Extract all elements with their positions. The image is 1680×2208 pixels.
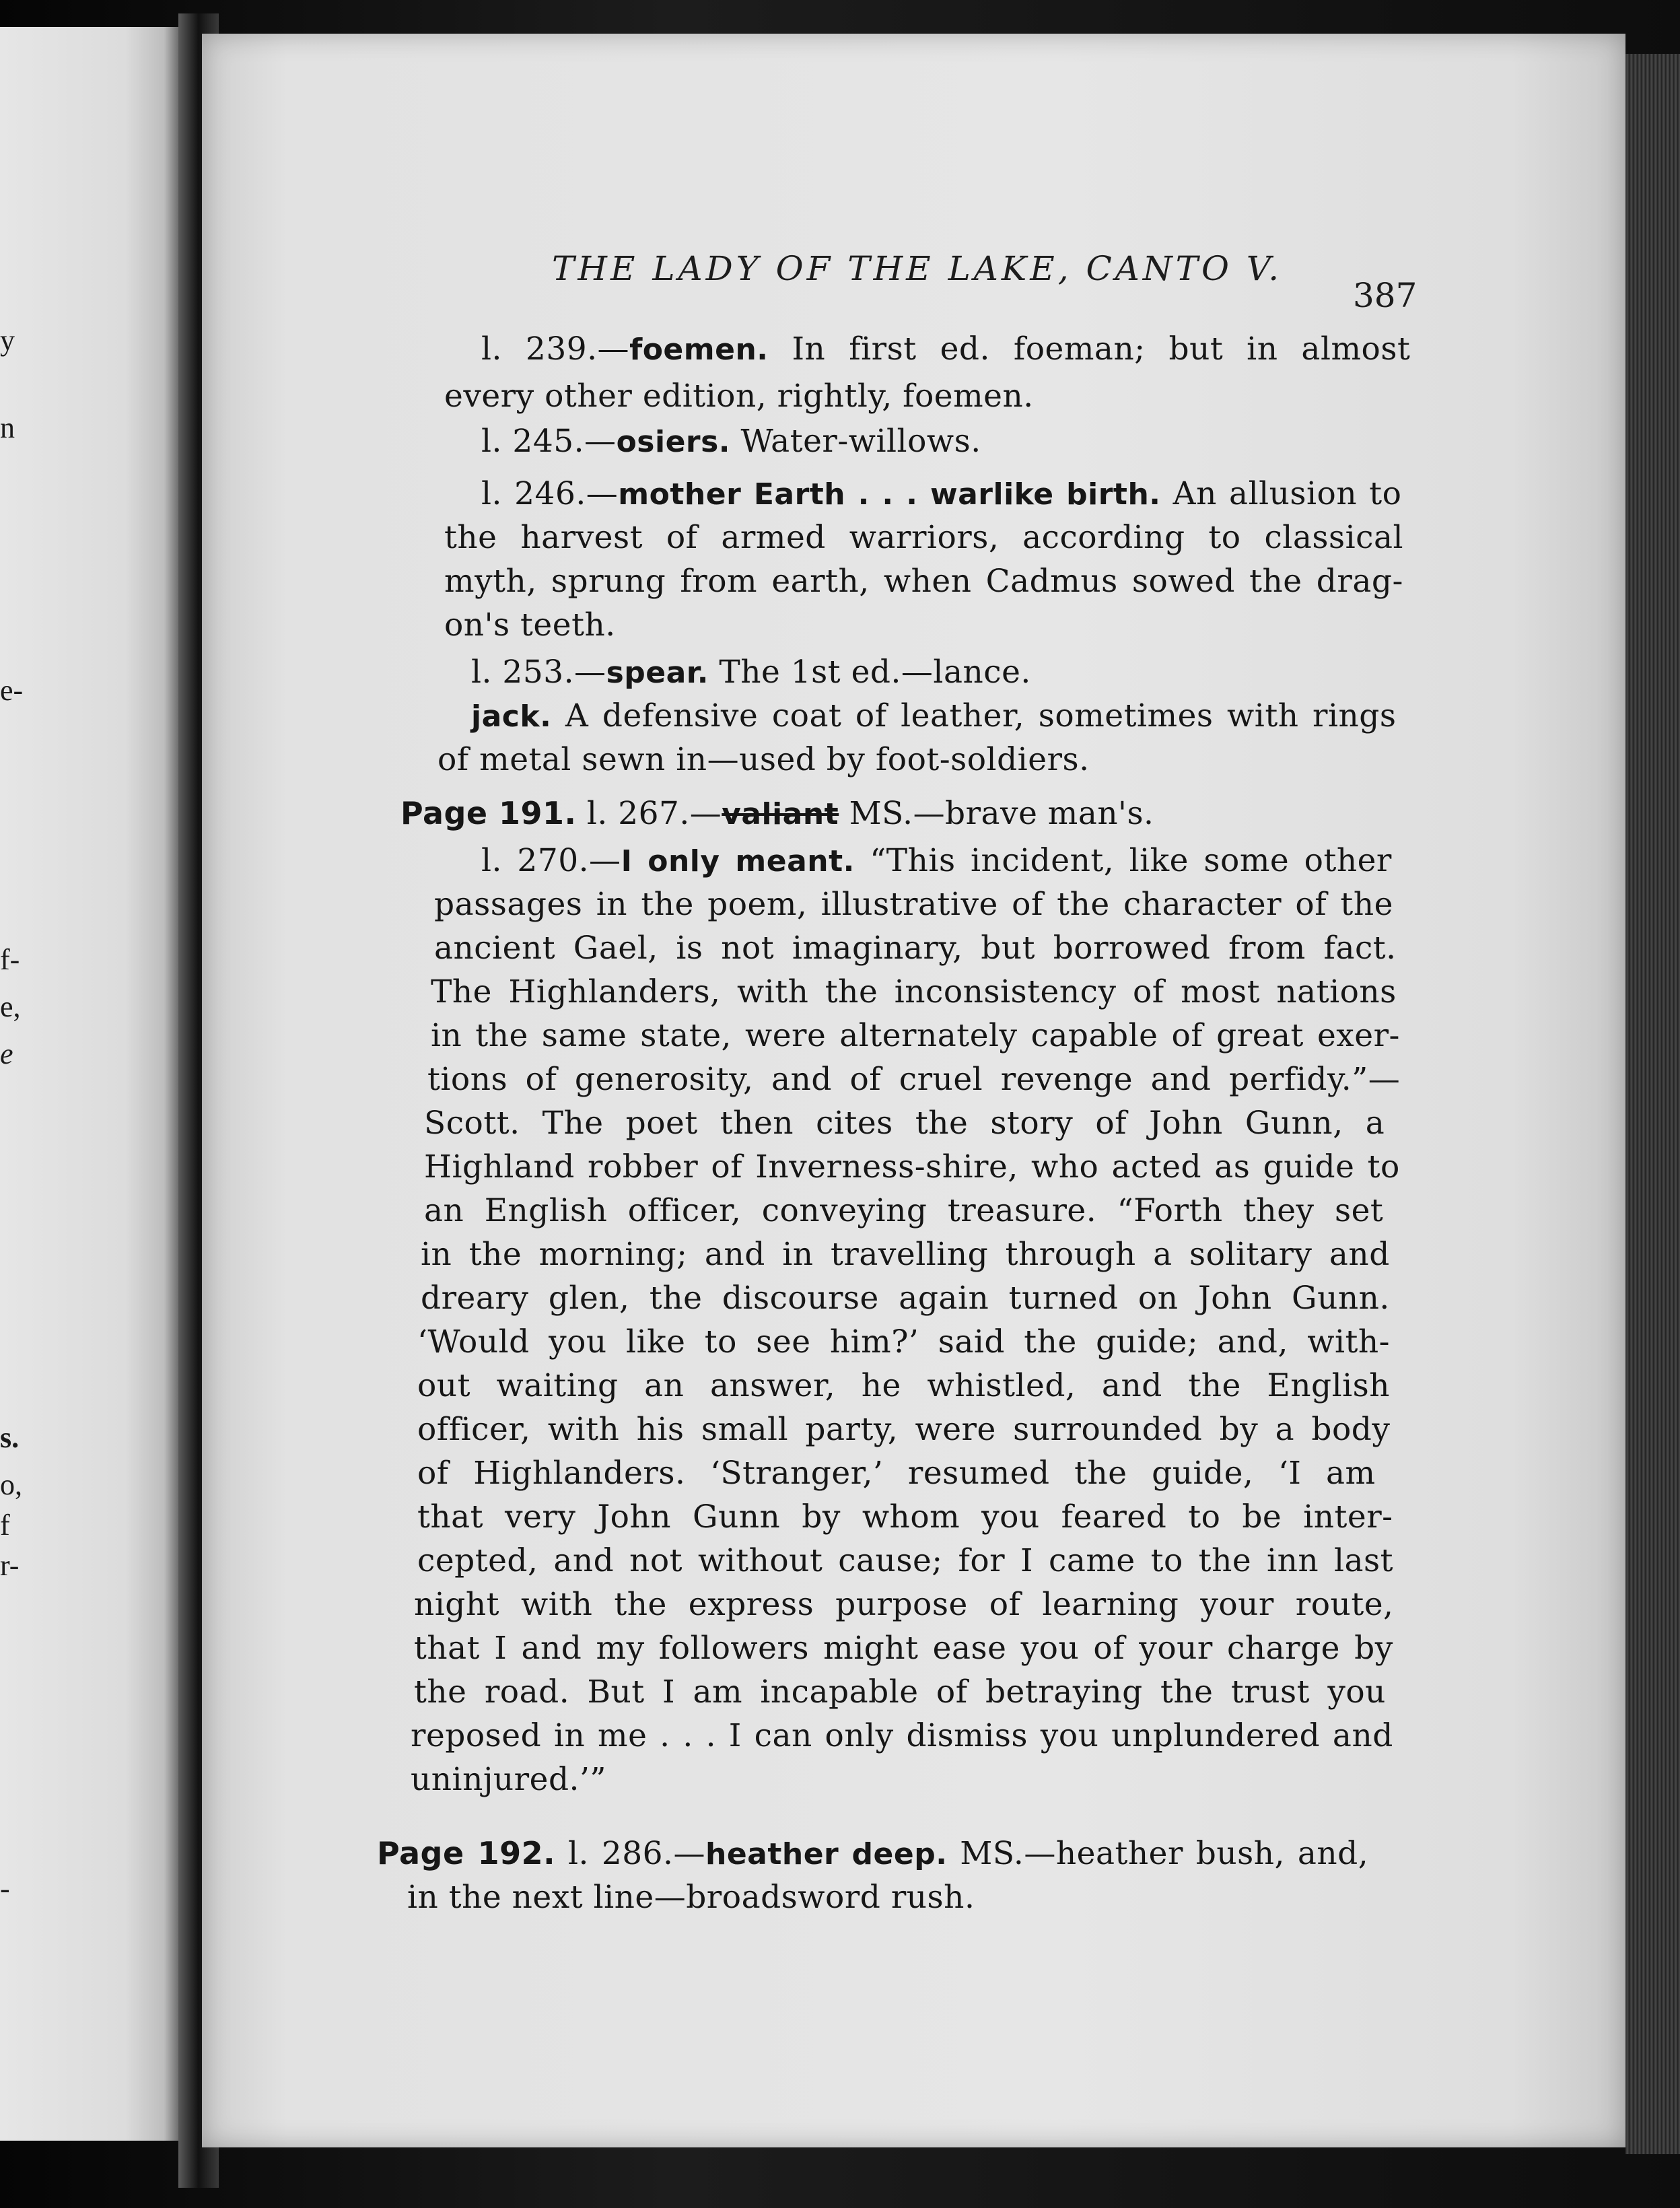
line-text: Scott. The poet then cites the story of John Gunn, a [424, 1105, 1385, 1142]
left-page-fragment: f [0, 1509, 10, 1542]
line-text: reposed in me . . . I can only dismiss you unplundered and [411, 1717, 1393, 1754]
line-text: l. 253.— [471, 654, 606, 691]
text-line [431, 973, 1397, 1010]
text-line [481, 475, 1402, 512]
text-line [417, 1542, 1394, 1579]
line-text: in the same state, were alternately capable of great exer- [431, 1017, 1400, 1054]
text-line [434, 930, 1397, 967]
text-line [481, 842, 1392, 879]
line-text: l. 246.— [481, 475, 619, 512]
headword: jack. [471, 699, 552, 734]
text-line [424, 1192, 1384, 1229]
line-text: MS.—brave man's. [839, 795, 1154, 832]
text-line [414, 1630, 1393, 1667]
text-line [444, 378, 1034, 415]
text-line [438, 741, 1090, 778]
line-text: the road. But I am incapable of betraying the trust you [414, 1674, 1386, 1711]
text-line [431, 1017, 1400, 1054]
left-page-fragment: r- [0, 1549, 20, 1582]
text-line [481, 423, 981, 460]
line-text: officer, with his small party, were surrounded by a body [417, 1411, 1391, 1448]
headword-struck: valiant [722, 797, 839, 831]
line-text: in the morning; and in travelling through a solitary and [421, 1236, 1390, 1273]
line-text: A defensive coat of leather, sometimes with rings [551, 697, 1397, 734]
left-page-fragment: y [0, 324, 15, 357]
text-line [414, 1586, 1394, 1623]
line-text: l. 245.— [481, 423, 617, 460]
line-text: that very John Gunn by whom you feared to be inter- [417, 1498, 1393, 1536]
page-reference: Page 192. [377, 1835, 556, 1871]
left-page-fragment: o, [0, 1468, 22, 1501]
left-page-fragment: e- [0, 674, 24, 707]
line-text: ancient Gael, is not imaginary, but borrowed from fact. [434, 930, 1397, 967]
text-line [400, 795, 1154, 832]
line-text: l. 286.— [555, 1835, 705, 1872]
left-page-fragment: e, [0, 990, 21, 1023]
line-text: of Highlanders. ‘Stranger,’ resumed the guide, ‘I am [417, 1455, 1376, 1492]
line-text: on's teeth. [444, 607, 616, 644]
headword: spear. [606, 656, 709, 690]
text-line [421, 1236, 1390, 1273]
line-text: of metal sewn in—used by foot-soldiers. [438, 741, 1090, 778]
text-line [424, 1148, 1400, 1185]
line-text: the harvest of armed warriors, according to classical [444, 519, 1403, 556]
left-page-fragment: f- [0, 943, 20, 976]
text-line [424, 1105, 1385, 1142]
text-line [407, 1879, 975, 1916]
text-line [421, 1280, 1390, 1317]
text-line [444, 563, 1403, 600]
line-text: passages in the poem, illustrative of the character of the [434, 886, 1393, 923]
text-line [444, 607, 616, 644]
line-text: cepted, and not without cause; for I came to the inn last [417, 1542, 1394, 1579]
headword: mother Earth . . . warlike birth. [618, 477, 1161, 512]
text-line [417, 1411, 1391, 1448]
text-line [417, 1455, 1376, 1492]
text-line [417, 1367, 1391, 1404]
text-line [427, 1061, 1401, 1098]
text-line [417, 1323, 1391, 1360]
text-line [417, 1498, 1393, 1536]
page-number: 387 [1353, 276, 1418, 315]
line-text: The 1st ed.—lance. [708, 654, 1031, 691]
left-page-fragment: s. [0, 1421, 20, 1454]
line-text: l. 270.— [481, 842, 621, 879]
line-text: Highland robber of Inverness-shire, who acted as guide to [424, 1148, 1400, 1185]
page-fore-edge [1625, 54, 1680, 2154]
line-text: in the next line—broadsword rush. [407, 1879, 975, 1916]
headword: foemen. [629, 333, 769, 367]
text-line [481, 331, 1411, 368]
line-text: l. 239.— [481, 331, 630, 368]
line-text: an English officer, conveying treasure. “Forth they set [424, 1192, 1384, 1229]
headword: heather deep. [705, 1837, 948, 1871]
text-line [414, 1674, 1386, 1711]
text-line [434, 886, 1393, 923]
line-text: An allusion to [1160, 475, 1402, 512]
text-line [444, 519, 1403, 556]
line-text: tions of generosity, and of cruel revenge and perfidy.”— [427, 1061, 1401, 1098]
running-head: THE LADY OF THE LAKE, CANTO V. [552, 249, 1283, 288]
line-text: The Highlanders, with the inconsistency of most nations [431, 973, 1397, 1010]
text-line [411, 1717, 1393, 1754]
line-text: myth, sprung from earth, when Cadmus sowed the drag- [444, 563, 1403, 600]
text-line [471, 697, 1397, 734]
line-text: night with the express purpose of learning your route, [414, 1586, 1394, 1623]
headword: osiers. [616, 425, 731, 459]
page-reference: Page 191. [400, 795, 577, 831]
line-text: that I and my followers might ease you of your charge by [414, 1630, 1393, 1667]
left-facing-page [0, 27, 178, 2141]
left-page-fragment: e [0, 1037, 13, 1070]
line-text: l. 267.— [576, 795, 722, 832]
text-line [471, 654, 1031, 691]
line-text: every other edition, rightly, foemen. [444, 378, 1034, 415]
line-text: out waiting an answer, he whistled, and the English [417, 1367, 1391, 1404]
left-page-fragment: n [0, 411, 15, 444]
line-text: uninjured.’” [411, 1761, 606, 1798]
line-text: Water-willows. [730, 423, 981, 460]
line-text: MS.—heather bush, and, [947, 1835, 1369, 1872]
headword: I only meant. [621, 844, 855, 878]
left-page-fragment: - [0, 1872, 10, 1905]
line-text: ‘Would you like to see him?’ said the guide; and, with- [417, 1323, 1391, 1360]
line-text: “This incident, like some other [854, 842, 1392, 879]
line-text: dreary glen, the discourse again turned on John Gunn. [421, 1280, 1390, 1317]
line-text: In first ed. foeman; but in almost [768, 331, 1411, 368]
text-line [411, 1761, 606, 1798]
text-line [377, 1835, 1369, 1872]
